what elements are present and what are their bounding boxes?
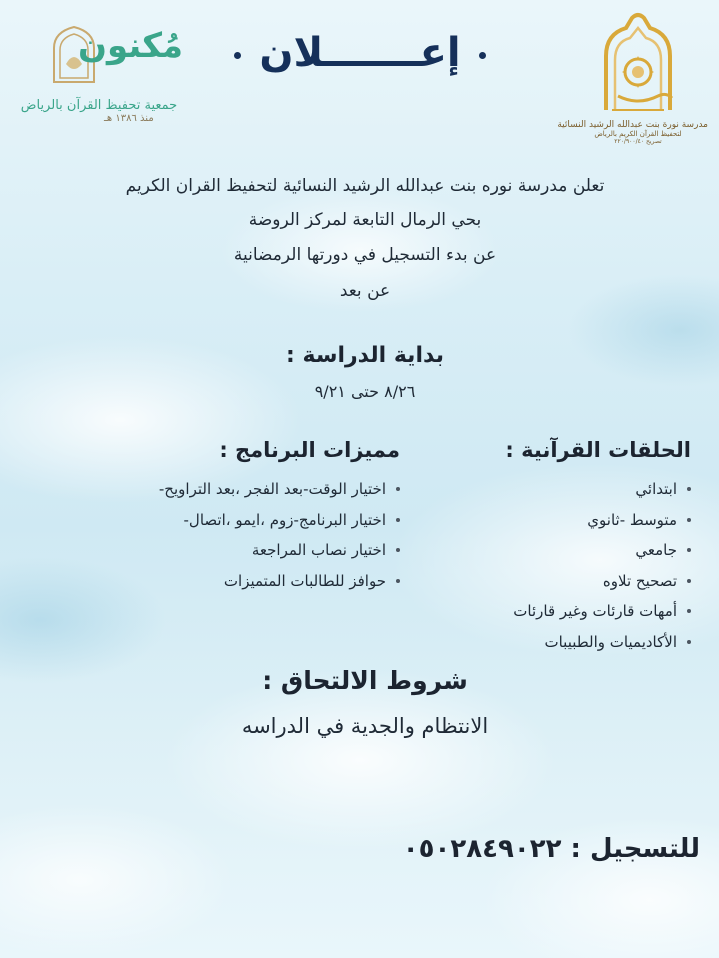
list-item: أمهات قارئات وغير قارئات: [391, 596, 691, 627]
school-license: تصريح ٢٢٠/٩٠٠/٤٠: [614, 138, 662, 145]
bullet-icon: [687, 518, 691, 522]
title-text: إعـــــــلان: [259, 30, 461, 76]
registration-line: [330, 834, 700, 864]
school-subtitle: لتحفيظ القرآن الكريم بالرياض: [594, 130, 682, 138]
title-dot-right: [479, 52, 486, 59]
list-item: الأكاديميات والطبيبات: [391, 627, 691, 658]
bullet-icon: [396, 487, 400, 491]
list-item: ابتدائي: [391, 474, 691, 505]
list-item: اختيار البرنامج-زوم ،ايمو ،اتصال-: [110, 505, 400, 536]
title-dot-left: [234, 52, 241, 59]
list-item: تصحيح تلاوه: [391, 566, 691, 597]
list-item: اختيار نصاب المراجعة: [110, 535, 400, 566]
bullet-icon: [687, 579, 691, 583]
quran-circles-list: [391, 474, 691, 657]
list-item: اختيار الوقت-بعد الفجر ،بعد التراويح-: [110, 474, 400, 505]
association-since: منذ ١٣٨٦ هـ: [104, 113, 154, 124]
bullet-icon: [687, 548, 691, 552]
registration-label: للتسجيل :: [570, 834, 700, 864]
page-title: [190, 30, 530, 76]
bullet-icon: [687, 487, 691, 491]
intro-line-4: عن بعد: [339, 281, 391, 301]
study-dates: ٨/٢٦ حتى ٩/٢١: [314, 382, 416, 401]
quran-circles-heading: الحلقات القرآنية :: [505, 438, 691, 462]
study-start-heading: بداية الدراسة :: [286, 343, 444, 368]
school-logo-emblem: [588, 10, 688, 118]
association-logo: [14, 20, 184, 150]
association-wordmark: مُكنون: [78, 26, 184, 66]
school-name: مدرسة نورة بنت عبدالله الرشيد النسائية: [557, 120, 708, 130]
program-features-heading: مميزات البرنامج :: [219, 438, 400, 462]
intro-line-1: تعلن مدرسة نوره بنت عبدالله الرشيد النسائية لتحفيظ القران الكريم: [125, 176, 605, 196]
list-item: متوسط -ثانوي: [391, 505, 691, 536]
intro-line-3: عن بدء التسجيل في دورتها الرمضانية: [233, 245, 497, 265]
quran-circles-section: [391, 438, 691, 657]
bullet-icon: [396, 579, 400, 583]
program-features-section: [110, 438, 400, 596]
admission-conditions-text: الانتظام والجدية في الدراسه: [241, 714, 489, 738]
association-name: جمعية تحفيظ القرآن بالرياض: [20, 98, 178, 113]
bullet-icon: [687, 609, 691, 613]
admission-conditions-heading: شروط الالتحاق :: [262, 666, 468, 695]
bullet-icon: [396, 548, 400, 552]
school-logo: [557, 10, 708, 160]
registration-phone: ٠٥٠٢٨٤٩٠٢٢: [402, 834, 562, 864]
list-item: حوافز للطالبات المتميزات: [110, 566, 400, 597]
program-features-list: [110, 474, 400, 596]
bullet-icon: [687, 640, 691, 644]
intro-line-2: بحي الرمال التابعة لمركز الروضة: [248, 210, 482, 230]
list-item: جامعي: [391, 535, 691, 566]
bullet-icon: [396, 518, 400, 522]
